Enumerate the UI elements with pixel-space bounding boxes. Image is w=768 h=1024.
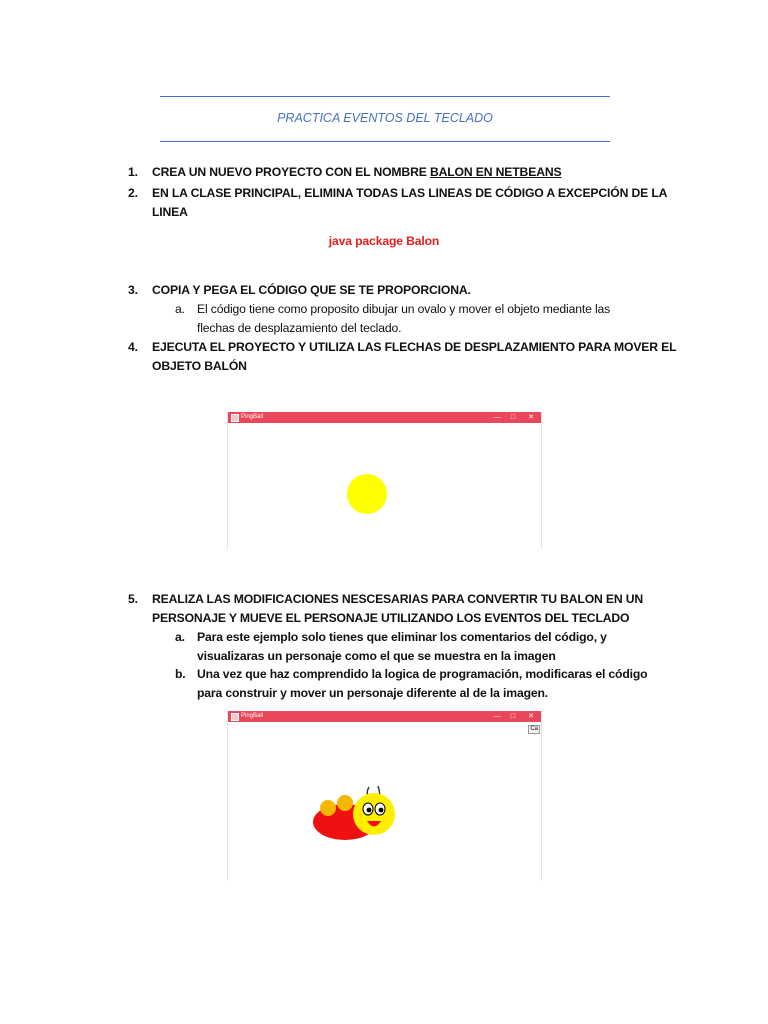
ball-canvas: [228, 423, 541, 549]
project-name: BALON EN NETBEANS: [429, 165, 562, 179]
step-text: EJECUTA EL PROYECTO Y UTILIZA LAS FLECHAS DE DESPLAZAMIENTO PARA MOVER EL: [152, 340, 677, 354]
step-text: CREA UN NUEVO PROYECTO CON EL NOMBRE: [152, 165, 430, 179]
page-title: PRACTICA EVENTOS DEL TECLADO: [277, 111, 493, 125]
step-number: 4.: [128, 340, 138, 354]
substep-label: a.: [175, 630, 185, 644]
top-rule: [160, 96, 610, 97]
pupil-right: [379, 808, 384, 813]
step-text: COPIA Y PEGA EL CÓDIGO QUE SE TE PROPORCIONA.: [152, 283, 471, 297]
body-bump-right: [337, 795, 353, 811]
caterpillar-character[interactable]: [313, 786, 395, 840]
maximize-button[interactable]: □: [510, 713, 516, 720]
yellow-ball[interactable]: [347, 474, 387, 514]
step-4-cont: OBJETO BALÓN: [152, 359, 247, 373]
pupil-left: [367, 808, 372, 813]
window-titlebar: [228, 711, 541, 722]
substep-text: El código tiene como proposito dibujar un ovalo y mover el objeto mediante las: [197, 302, 611, 316]
step-text: REALIZA LAS MODIFICACIONES NESCESARIAS PARA CONVERTIR TU BALON EN UN: [152, 592, 644, 606]
character-canvas: [228, 722, 541, 881]
window-title: PingBall: [241, 414, 264, 420]
step-number: 3.: [128, 283, 138, 297]
close-button[interactable]: ✕: [528, 713, 534, 720]
maximize-button[interactable]: □: [510, 414, 516, 421]
step-2-cont: LINEA: [152, 205, 188, 219]
step-5a-cont: visualizaras un personaje como el que se muestra en la imagen: [197, 649, 556, 663]
window-titlebar: [228, 412, 541, 423]
character-head: [353, 793, 395, 835]
step-number: 2.: [128, 186, 138, 200]
java-app-icon: [231, 414, 239, 422]
minimize-button[interactable]: —: [493, 414, 501, 421]
step-5b-cont: para construir y mover un personaje diferente al de la imagen.: [197, 686, 549, 700]
step-text: EN LA CLASE PRINCIPAL, ELIMINA TODAS LAS LINEAS DE CÓDIGO A EXCEPCIÓN DE LA: [152, 186, 668, 200]
java-app-icon: [231, 713, 239, 721]
substep-label: b.: [175, 667, 186, 681]
step-5-cont: PERSONAJE Y MUEVE EL PERSONAJE UTILIZANDO LOS EVENTOS DEL TECLADO: [152, 611, 630, 625]
cancel-button[interactable]: Ca: [530, 726, 538, 732]
substep-text: Para este ejemplo solo tienes que eliminar los comentarios del código, y: [197, 630, 607, 644]
step-3a-cont: flechas de desplazamiento del teclado.: [197, 321, 402, 335]
window-title: PingBall: [241, 713, 264, 719]
substep-label: a.: [175, 302, 185, 316]
code-line: java package Balon: [328, 234, 440, 248]
close-button[interactable]: ✕: [528, 414, 534, 421]
body-bump-left: [320, 800, 336, 816]
pingball-window-2: [227, 711, 542, 881]
pingball-window-1: [227, 412, 542, 549]
minimize-button[interactable]: —: [493, 713, 501, 720]
step-number: 1.: [128, 165, 138, 179]
bottom-rule: [160, 141, 610, 142]
substep-text: Una vez que haz comprendido la logica de programación, modificaras el código: [197, 667, 648, 681]
step-number: 5.: [128, 592, 138, 606]
